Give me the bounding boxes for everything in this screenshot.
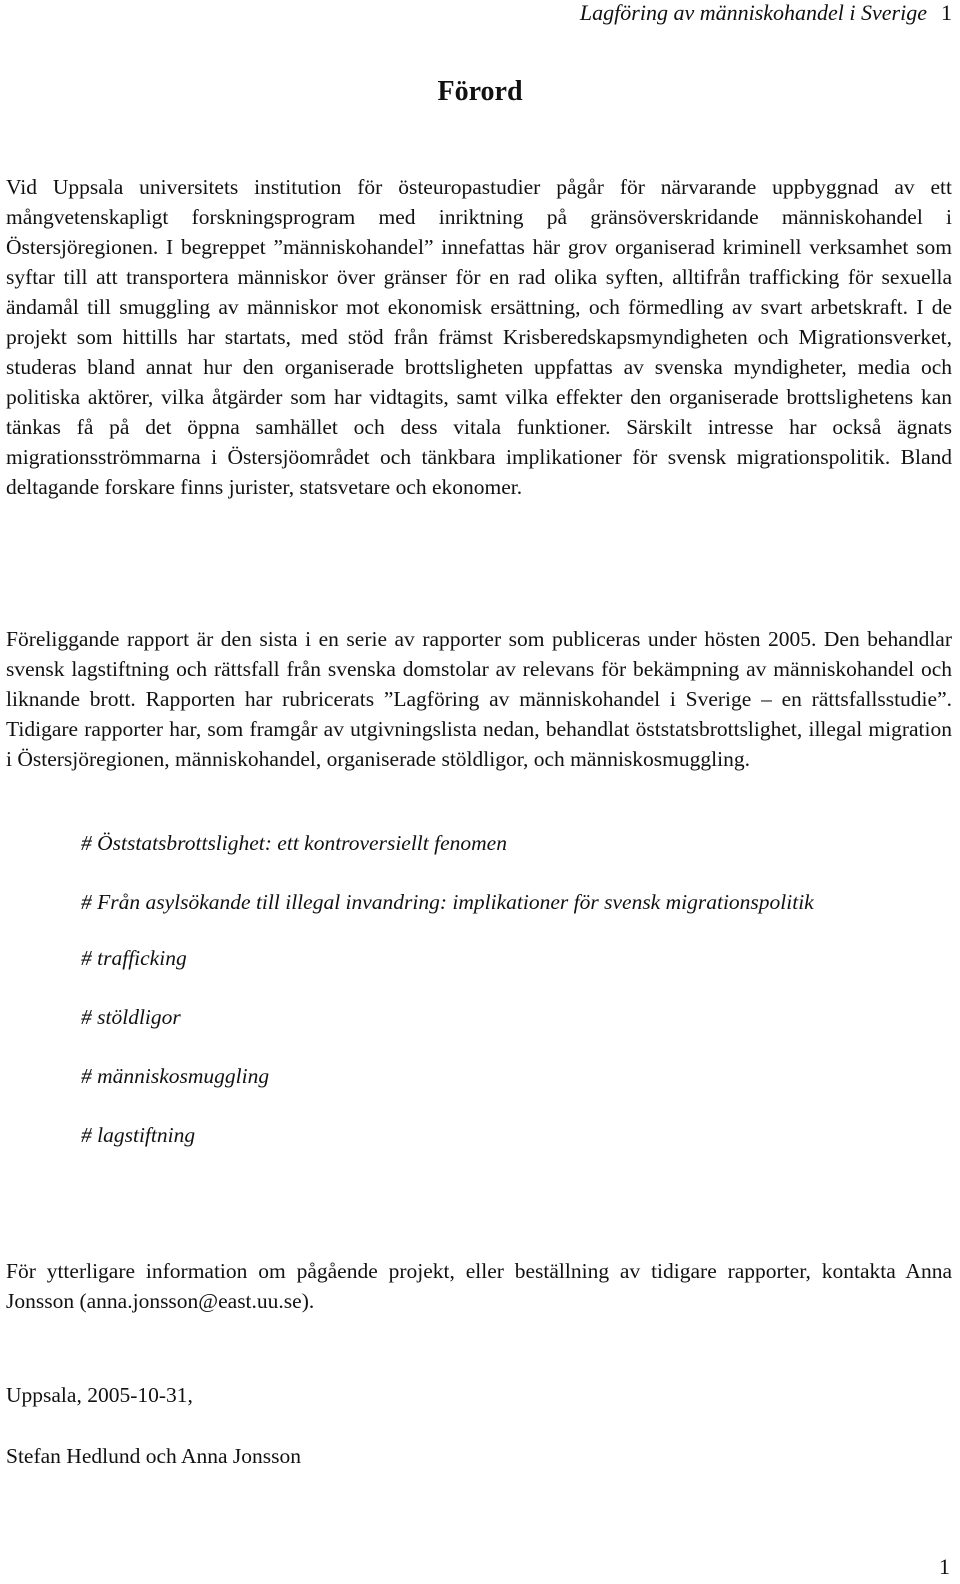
publication-item: # Från asylsökande till illegal invandring: implikationer för svensk migrationspolitik — [81, 890, 814, 914]
page-title: Förord — [437, 76, 523, 107]
paragraph-report: Föreliggande rapport är den sista i en serie av rapporter som publiceras under hösten 2005. Den behandlar svensk lagstiftning och rättsfall från svenska domstolar av relevans för bekämpning av människohandel och liknande brott. Rapporten har rubricerats ”Lagföring av människohandel i Sverige – en rättsfallsstudie”. Tidigare rapporter har, som framgår av utgivningslista nedan, behandlat öststatsbrottslighet, illegal migration i Östersjöregionen, människohandel, organiserade stöldligor, och människosmuggling. — [6, 627, 952, 771]
signature: Stefan Hedlund och Anna Jonsson — [6, 1444, 301, 1468]
place-date: Uppsala, 2005-10-31, — [6, 1383, 193, 1407]
header-page-number: 1 — [941, 0, 952, 25]
publication-list — [81, 828, 841, 1179]
publication-item: # människosmuggling — [81, 1064, 270, 1088]
paragraph-contact: För ytterligare information om pågående projekt, eller beställning av tidigare rapporter, kontakta Anna Jonsson (anna.jonsson@east.uu.se). — [6, 1259, 952, 1313]
page-number: 1 — [939, 1554, 950, 1579]
publication-item: # stöldligor — [81, 1005, 181, 1029]
publication-item: # trafficking — [81, 946, 187, 970]
running-header — [580, 0, 952, 26]
running-title: Lagföring av människohandel i Sverige — [579, 0, 927, 25]
paragraph-intro: Vid Uppsala universitets institution för östeuropastudier pågår för närvarande uppbyggnad av ett mångvetenskapligt forskningsprogram med inriktning på gränsöverskridande människohandel i Östersjöregionen. I begreppet ”människohandel” innefattas här grov organiserad kriminell verksamhet som syftar till att transportera människor över gränser för en rad olika syften, alltifrån trafficking för sexuella ändamål till smuggling av människor mot ekonomisk ersättning, och förmedling av svart arbetskraft. I de projekt som hittills har startats, med stöd från främst Krisberedskapsmyndigheten och Migrationsverket, studeras bland annat hur den organiserade brottsligheten uppfattas av svenska myndigheter, media och politiska aktörer, vilka åtgärder som har vidtagits, samt vilka effekter den organiserade brottslighetens kan tänkas få på det öppna samhället och dess vitala funktioner. Särskilt intresse har också ägnats migrationsströmmarna i Östersjöområdet och tänkbara implikationer för svensk migrationspolitik. Bland deltagande forskare finns jurister, statsvetare och ekonomer. — [6, 175, 952, 499]
publication-item: # lagstiftning — [81, 1123, 196, 1147]
publication-item: # Öststatsbrottslighet: ett kontroversiellt fenomen — [81, 831, 507, 855]
